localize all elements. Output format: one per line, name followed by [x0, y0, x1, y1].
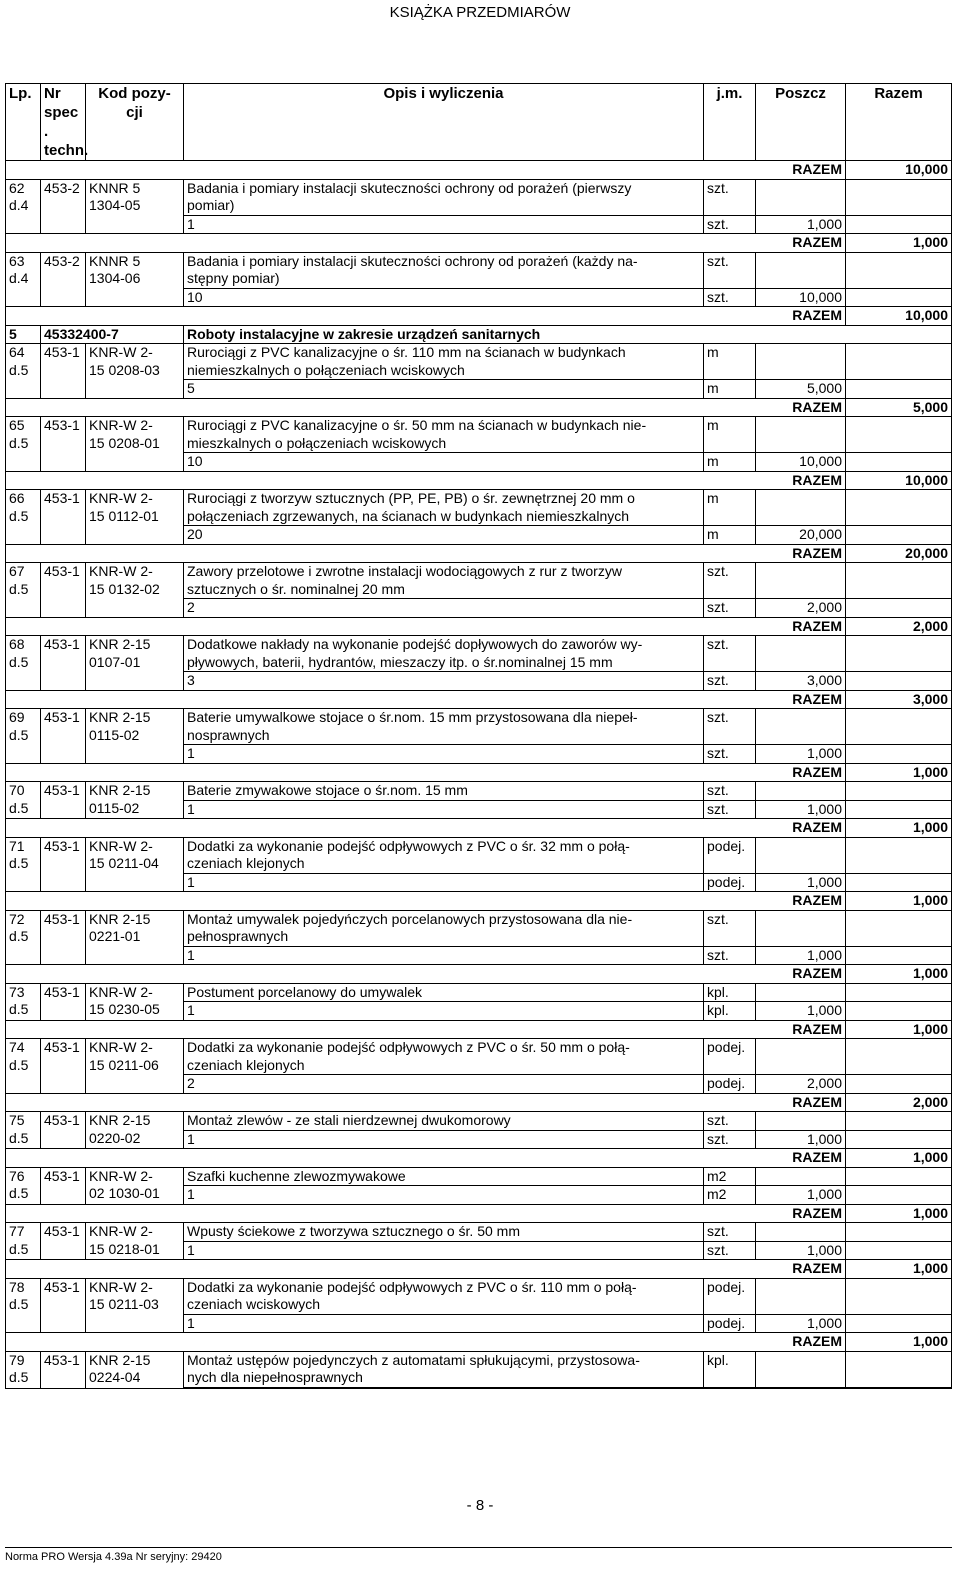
- item-calc-jm: szt.: [704, 946, 756, 965]
- item-calc: 20: [184, 526, 704, 545]
- razem-label: RAZEM: [756, 161, 846, 180]
- item-row: [6, 1112, 952, 1131]
- item-spec: 453-1: [41, 837, 86, 892]
- cost-table: [5, 83, 952, 1389]
- item-lp: 66 d.5: [6, 490, 41, 545]
- section-title: Roboty instalacyjne w zakresie urządzeń sanitarnych: [184, 325, 952, 344]
- razem-label: RAZEM: [756, 1093, 846, 1112]
- item-row: [6, 636, 952, 672]
- item-row: [6, 1039, 952, 1075]
- item-jm: kpl.: [704, 983, 756, 1002]
- item-calc-jm: podej.: [704, 1075, 756, 1094]
- razem-label: RAZEM: [756, 307, 846, 326]
- item-row: [6, 1278, 952, 1314]
- item-row: [6, 1351, 952, 1387]
- item-calc: 1: [184, 873, 704, 892]
- item-calc: 1: [184, 800, 704, 819]
- item-row: [6, 344, 952, 380]
- item-kod: KNR 2-15 0107-01: [86, 636, 184, 691]
- item-spec: 453-1: [41, 636, 86, 691]
- software-info: Norma PRO Wersja 4.39a Nr seryjny: 29420: [5, 1551, 222, 1563]
- item-lp: 75 d.5: [6, 1112, 41, 1149]
- item-jm: kpl.: [704, 1351, 756, 1387]
- item-spec: 453-1: [41, 1167, 86, 1204]
- razem-row: [6, 398, 952, 417]
- item-poszcz: 2,000: [756, 599, 846, 618]
- item-spec: 453-1: [41, 782, 86, 819]
- item-lp: 73 d.5: [6, 983, 41, 1020]
- item-opis: Dodatki za wykonanie podejść odpływowych z PVC o śr. 110 mm o połą- czeniach wciskowych: [184, 1278, 704, 1314]
- razem-row: [6, 690, 952, 709]
- item-jm: szt.: [704, 636, 756, 672]
- col-razem: Razem: [846, 84, 952, 161]
- item-poszcz: 1,000: [756, 800, 846, 819]
- item-opis: Postument porcelanowy do umywalek: [184, 983, 704, 1002]
- item-kod: KNR-W 2- 15 0208-01: [86, 417, 184, 472]
- item-kod: KNR-W 2- 15 0218-01: [86, 1223, 184, 1260]
- item-jm: m2: [704, 1167, 756, 1186]
- razem-label: RAZEM: [756, 1020, 846, 1039]
- item-calc-jm: kpl.: [704, 1002, 756, 1021]
- item-jm: podej.: [704, 1278, 756, 1314]
- item-jm: szt.: [704, 782, 756, 801]
- col-poszcz: Poszcz: [756, 84, 846, 161]
- item-lp: 70 d.5: [6, 782, 41, 819]
- item-row: [6, 417, 952, 453]
- razem-row: [6, 892, 952, 911]
- item-jm: szt.: [704, 179, 756, 215]
- razem-row: [6, 1093, 952, 1112]
- item-poszcz: 1,000: [756, 1002, 846, 1021]
- item-spec: 453-1: [41, 1223, 86, 1260]
- item-jm: szt.: [704, 1223, 756, 1242]
- item-poszcz: 1,000: [756, 1314, 846, 1333]
- item-calc-jm: m: [704, 380, 756, 399]
- razem-label: RAZEM: [756, 398, 846, 417]
- item-calc: 1: [184, 1314, 704, 1333]
- item-kod: KNR-W 2- 15 0211-03: [86, 1278, 184, 1333]
- item-lp: 76 d.5: [6, 1167, 41, 1204]
- item-poszcz: 10,000: [756, 453, 846, 472]
- item-spec: 453-2: [41, 179, 86, 234]
- item-lp: 62 d.4: [6, 179, 41, 234]
- item-opis: Baterie umywalkowe stojace o śr.nom. 15 mm przystosowana dla niepeł- nosprawnych: [184, 709, 704, 745]
- item-opis: Montaż umywalek pojedyńczych porcelanowych przystosowana dla nie- pełnosprawnych: [184, 910, 704, 946]
- item-poszcz: 1,000: [756, 1241, 846, 1260]
- item-row: [6, 1167, 952, 1186]
- section-row: [6, 325, 952, 344]
- item-spec: 453-1: [41, 1039, 86, 1094]
- item-opis: Badania i pomiary instalacji skuteczności ochrony od porażeń (pierwszy pomiar): [184, 179, 704, 215]
- item-jm: szt.: [704, 910, 756, 946]
- razem-label: RAZEM: [756, 892, 846, 911]
- razem-label: RAZEM: [756, 819, 846, 838]
- razem-value: 2,000: [846, 617, 952, 636]
- item-calc-jm: szt.: [704, 1241, 756, 1260]
- item-calc-jm: m: [704, 453, 756, 472]
- razem-row: [6, 471, 952, 490]
- item-opis: Dodatki za wykonanie podejść odpływowych z PVC o śr. 50 mm o połą- czeniach klejonych: [184, 1039, 704, 1075]
- razem-label: RAZEM: [756, 1149, 846, 1168]
- razem-row: [6, 965, 952, 984]
- razem-value: 1,000: [846, 892, 952, 911]
- page-number: - 8 -: [466, 1497, 494, 1514]
- item-lp: 78 d.5: [6, 1278, 41, 1333]
- razem-label: RAZEM: [756, 617, 846, 636]
- item-row: [6, 179, 952, 215]
- razem-value: 1,000: [846, 1260, 952, 1279]
- razem-row: [6, 1149, 952, 1168]
- item-calc: 1: [184, 745, 704, 764]
- item-calc-jm: szt.: [704, 1130, 756, 1149]
- item-row: [6, 782, 952, 801]
- item-calc: 1: [184, 1002, 704, 1021]
- razem-row: [6, 1333, 952, 1352]
- item-calc-jm: szt.: [704, 672, 756, 691]
- item-calc: 10: [184, 288, 704, 307]
- item-opis: Zawory przelotowe i zwrotne instalacji wodociągowych z rur z tworzyw sztucznych o śr. nominalnej 20 mm: [184, 563, 704, 599]
- item-spec: 453-1: [41, 344, 86, 399]
- section-code: 45332400-7: [41, 325, 184, 344]
- item-jm: szt.: [704, 563, 756, 599]
- razem-label: RAZEM: [756, 690, 846, 709]
- item-spec: 453-1: [41, 563, 86, 618]
- razem-value: 1,000: [846, 1204, 952, 1223]
- item-calc: 1: [184, 215, 704, 234]
- item-calc: 2: [184, 1075, 704, 1094]
- item-kod: KNR-W 2- 15 0132-02: [86, 563, 184, 618]
- page-title: KSIĄŻKA PRZEDMIARÓW: [389, 4, 571, 21]
- item-calc: 2: [184, 599, 704, 618]
- item-calc: 10: [184, 453, 704, 472]
- razem-row: [6, 763, 952, 782]
- item-spec: 453-1: [41, 1278, 86, 1333]
- item-spec: 453-1: [41, 910, 86, 965]
- razem-label: RAZEM: [756, 1333, 846, 1352]
- razem-label: RAZEM: [756, 544, 846, 563]
- item-lp: 79 d.5: [6, 1351, 41, 1388]
- item-lp: 72 d.5: [6, 910, 41, 965]
- item-opis: Montaż zlewów - ze stali nierdzewnej dwukomorowy: [184, 1112, 704, 1131]
- item-kod: KNR-W 2- 15 0230-05: [86, 983, 184, 1020]
- item-row: [6, 709, 952, 745]
- item-lp: 77 d.5: [6, 1223, 41, 1260]
- item-row: [6, 490, 952, 526]
- item-opis: Szafki kuchenne zlewozmywakowe: [184, 1167, 704, 1186]
- item-calc: 1: [184, 1241, 704, 1260]
- col-jm: j.m.: [704, 84, 756, 161]
- item-poszcz: 1,000: [756, 1186, 846, 1205]
- item-jm: podej.: [704, 837, 756, 873]
- item-lp: 63 d.4: [6, 252, 41, 307]
- razem-value: 10,000: [846, 471, 952, 490]
- item-kod: KNR-W 2- 15 0211-04: [86, 837, 184, 892]
- item-spec: 453-1: [41, 1351, 86, 1388]
- table-header-row: [6, 84, 952, 161]
- item-opis: Montaż ustępów pojedynczych z automatami spłukującymi, przystosowa- nych dla niepełnosprawnych: [184, 1351, 704, 1387]
- item-lp: 65 d.5: [6, 417, 41, 472]
- item-calc: 3: [184, 672, 704, 691]
- item-kod: KNR-W 2- 15 0208-03: [86, 344, 184, 399]
- razem-value: 3,000: [846, 690, 952, 709]
- item-kod: KNNR 5 1304-06: [86, 252, 184, 307]
- razem-value: 1,000: [846, 819, 952, 838]
- item-opis: Dodatkowe nakłady na wykonanie podejść dopływowych do zaworów wy- pływowych, baterii, hydrantów, mieszaczy itp. o śr.nominalnej 15 mm: [184, 636, 704, 672]
- razem-value: 1,000: [846, 1333, 952, 1352]
- item-calc-jm: szt.: [704, 288, 756, 307]
- razem-row: [6, 1204, 952, 1223]
- item-spec: 453-1: [41, 983, 86, 1020]
- item-spec: 453-1: [41, 1112, 86, 1149]
- item-kod: KNR 2-15 0115-02: [86, 709, 184, 764]
- razem-value: 1,000: [846, 763, 952, 782]
- razem-label: RAZEM: [756, 1260, 846, 1279]
- item-jm: szt.: [704, 709, 756, 745]
- item-lp: 64 d.5: [6, 344, 41, 399]
- item-calc: 1: [184, 946, 704, 965]
- razem-value: 5,000: [846, 398, 952, 417]
- item-spec: 453-2: [41, 252, 86, 307]
- item-kod: KNR 2-15 0115-02: [86, 782, 184, 819]
- item-poszcz: 1,000: [756, 745, 846, 764]
- item-calc-jm: m2: [704, 1186, 756, 1205]
- razem-value: 1,000: [846, 965, 952, 984]
- item-jm: m: [704, 344, 756, 380]
- item-kod: KNR-W 2- 15 0211-06: [86, 1039, 184, 1094]
- item-calc-jm: m: [704, 526, 756, 545]
- item-lp: 69 d.5: [6, 709, 41, 764]
- item-poszcz: 2,000: [756, 1075, 846, 1094]
- item-calc-jm: szt.: [704, 215, 756, 234]
- item-spec: 453-1: [41, 709, 86, 764]
- item-calc-jm: szt.: [704, 599, 756, 618]
- item-row: [6, 252, 952, 288]
- item-lp: 68 d.5: [6, 636, 41, 691]
- item-jm: podej.: [704, 1039, 756, 1075]
- razem-row: [6, 1260, 952, 1279]
- item-lp: 74 d.5: [6, 1039, 41, 1094]
- razem-row: [6, 234, 952, 253]
- item-opis: Rurociągi z PVC kanalizacyjne o śr. 50 mm na ścianach w budynkach nie- mieszkalnych o połączeniach wciskowych: [184, 417, 704, 453]
- item-calc-jm: podej.: [704, 1314, 756, 1333]
- item-poszcz: 1,000: [756, 215, 846, 234]
- item-kod: KNR 2-15 0220-02: [86, 1112, 184, 1149]
- razem-label: RAZEM: [756, 763, 846, 782]
- item-poszcz: 10,000: [756, 288, 846, 307]
- col-nr-spec: Nr spec . techn.: [41, 84, 86, 161]
- razem-row: [6, 307, 952, 326]
- razem-row: [6, 819, 952, 838]
- razem-value: 1,000: [846, 1149, 952, 1168]
- item-row: [6, 983, 952, 1002]
- item-lp: 67 d.5: [6, 563, 41, 618]
- item-kod: KNR-W 2- 15 0112-01: [86, 490, 184, 545]
- item-kod: KNR 2-15 0224-04: [86, 1351, 184, 1388]
- razem-label: RAZEM: [756, 471, 846, 490]
- item-row: [6, 1223, 952, 1242]
- item-lp: 71 d.5: [6, 837, 41, 892]
- item-opis: Dodatki za wykonanie podejść odpływowych z PVC o śr. 32 mm o połą- czeniach klejonych: [184, 837, 704, 873]
- item-opis: Rurociągi z tworzyw sztucznych (PP, PE, PB) o śr. zewnętrznej 20 mm o połączeniach zgrzewanych, na ścianach w budynkach niemieszkalnych: [184, 490, 704, 526]
- item-opis: Wpusty ściekowe z tworzywa sztucznego o śr. 50 mm: [184, 1223, 704, 1242]
- razem-label: RAZEM: [756, 234, 846, 253]
- item-calc-jm: podej.: [704, 873, 756, 892]
- razem-row: [6, 1020, 952, 1039]
- item-spec: 453-1: [41, 490, 86, 545]
- razem-value: 20,000: [846, 544, 952, 563]
- footer-divider: [5, 1547, 952, 1548]
- item-opis: Rurociągi z PVC kanalizacyjne o śr. 110 mm na ścianach w budynkach niemieszkalnych o połączeniach wciskowych: [184, 344, 704, 380]
- razem-value: 2,000: [846, 1093, 952, 1112]
- razem-value: 10,000: [846, 161, 952, 180]
- item-spec: 453-1: [41, 417, 86, 472]
- razem-value: 10,000: [846, 307, 952, 326]
- col-lp: Lp.: [6, 84, 41, 161]
- item-poszcz: 1,000: [756, 1130, 846, 1149]
- item-kod: KNR-W 2- 02 1030-01: [86, 1167, 184, 1204]
- item-row: [6, 910, 952, 946]
- item-opis: Baterie zmywakowe stojace o śr.nom. 15 mm: [184, 782, 704, 801]
- item-calc: 1: [184, 1130, 704, 1149]
- item-opis: Badania i pomiary instalacji skuteczności ochrony od porażeń (każdy na- stępny pomiar): [184, 252, 704, 288]
- col-opis: Opis i wyliczenia: [184, 84, 704, 161]
- item-jm: szt.: [704, 1112, 756, 1131]
- item-kod: KNR 2-15 0221-01: [86, 910, 184, 965]
- razem-row: [6, 544, 952, 563]
- item-jm: szt.: [704, 252, 756, 288]
- razem-label: RAZEM: [756, 965, 846, 984]
- item-poszcz: 1,000: [756, 946, 846, 965]
- razem-row: [6, 617, 952, 636]
- razem-label: RAZEM: [756, 1204, 846, 1223]
- item-jm: m: [704, 417, 756, 453]
- item-poszcz: 5,000: [756, 380, 846, 399]
- razem-value: 1,000: [846, 234, 952, 253]
- col-kod: Kod pozy- cji: [86, 84, 184, 161]
- item-jm: m: [704, 490, 756, 526]
- item-calc-jm: szt.: [704, 745, 756, 764]
- razem-value: 1,000: [846, 1020, 952, 1039]
- item-calc: 1: [184, 1186, 704, 1205]
- item-row: [6, 837, 952, 873]
- item-row: [6, 563, 952, 599]
- section-nr: 5: [6, 325, 41, 344]
- item-poszcz: 20,000: [756, 526, 846, 545]
- item-poszcz: 3,000: [756, 672, 846, 691]
- item-poszcz: 1,000: [756, 873, 846, 892]
- item-kod: KNNR 5 1304-05: [86, 179, 184, 234]
- item-calc: 5: [184, 380, 704, 399]
- razem-row: [6, 161, 952, 180]
- item-calc-jm: szt.: [704, 800, 756, 819]
